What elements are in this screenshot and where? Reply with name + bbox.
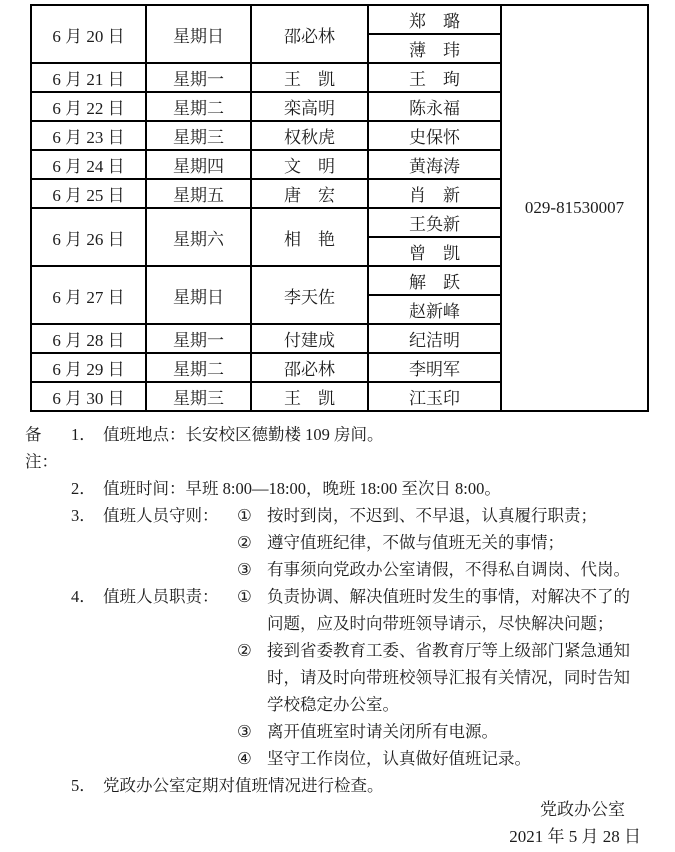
weekday-cell: 星期日 xyxy=(146,266,251,324)
note-text: 值班时间：早班 8:00—18:00，晚班 18:00 至次日 8:00。 xyxy=(103,479,501,498)
staff-cell: 肖 新 xyxy=(368,179,501,208)
note-number: 1． xyxy=(71,425,96,444)
date-cell: 6 月 30 日 xyxy=(31,382,146,411)
date-cell: 6 月 21 日 xyxy=(31,63,146,92)
staff-cell: 陈永福 xyxy=(368,92,501,121)
date-cell: 6 月 28 日 xyxy=(31,324,146,353)
sub-item-list xyxy=(237,583,635,772)
date-cell: 6 月 23 日 xyxy=(31,121,146,150)
sub-item-mark: ② xyxy=(237,641,252,660)
staff-cell: 纪洁明 xyxy=(368,324,501,353)
note-number: 4． xyxy=(71,587,96,606)
note-item-3 xyxy=(25,502,670,583)
weekday-cell: 星期日 xyxy=(146,5,251,63)
weekday-cell: 星期五 xyxy=(146,179,251,208)
note-text: 值班地点：长安校区德勤楼 109 房间。 xyxy=(103,425,384,444)
sub-item xyxy=(237,502,635,529)
staff-cell: 李明军 xyxy=(368,353,501,382)
weekday-cell: 星期四 xyxy=(146,150,251,179)
staff-cell: 赵新峰 xyxy=(368,295,501,324)
leader-cell: 文 明 xyxy=(251,150,368,179)
sub-item xyxy=(237,529,635,556)
sub-item xyxy=(237,637,635,718)
sub-item xyxy=(237,583,635,637)
sub-item-mark: ③ xyxy=(237,560,252,579)
sub-item-text: 离开值班室时请关闭所有电源。 xyxy=(267,722,498,741)
staff-cell: 史保怀 xyxy=(368,121,501,150)
sub-item-text: 坚守工作岗位，认真做好值班记录。 xyxy=(267,749,531,768)
sub-item-mark: ③ xyxy=(237,722,252,741)
sub-item-mark: ① xyxy=(237,587,252,606)
leader-cell: 相 艳 xyxy=(251,208,368,266)
date-cell: 6 月 27 日 xyxy=(31,266,146,324)
leader-cell: 栾高明 xyxy=(251,92,368,121)
sub-item xyxy=(237,718,635,745)
notes-section xyxy=(25,421,670,799)
note-item-2 xyxy=(25,475,670,502)
leader-cell: 李天佐 xyxy=(251,266,368,324)
leader-cell: 王 凯 xyxy=(251,382,368,411)
staff-cell: 黄海涛 xyxy=(368,150,501,179)
sub-item-text: 遵守值班纪律，不做与值班无关的事情； xyxy=(267,533,564,552)
note-text: 党政办公室定期对值班情况进行检查。 xyxy=(103,776,384,795)
date-cell: 6 月 29 日 xyxy=(31,353,146,382)
date-cell: 6 月 26 日 xyxy=(31,208,146,266)
note-label: 值班人员职责： xyxy=(103,587,219,606)
note-number: 5． xyxy=(71,776,96,795)
table-row xyxy=(31,5,648,34)
staff-cell: 郑 璐 xyxy=(368,5,501,34)
note-label: 值班人员守则： xyxy=(103,506,219,525)
note-number: 3． xyxy=(71,506,96,525)
notes-label: 备注： xyxy=(25,425,58,471)
weekday-cell: 星期一 xyxy=(146,324,251,353)
leader-cell: 邵必林 xyxy=(251,5,368,63)
date-cell: 6 月 20 日 xyxy=(31,5,146,63)
date-cell: 6 月 22 日 xyxy=(31,92,146,121)
note-number: 2． xyxy=(71,479,96,498)
staff-cell: 解 跃 xyxy=(368,266,501,295)
leader-cell: 权秋虎 xyxy=(251,121,368,150)
phone-cell: 029-81530007 xyxy=(501,5,648,411)
staff-cell: 薄 玮 xyxy=(368,34,501,63)
staff-cell: 江玉印 xyxy=(368,382,501,411)
weekday-cell: 星期二 xyxy=(146,353,251,382)
leader-cell: 王 凯 xyxy=(251,63,368,92)
leader-cell: 邵必林 xyxy=(251,353,368,382)
sub-item xyxy=(237,745,635,772)
signature-date: 2021 年 5 月 28 日 xyxy=(509,827,641,846)
note-item-4 xyxy=(25,583,670,772)
weekday-cell: 星期三 xyxy=(146,121,251,150)
sub-item xyxy=(237,556,635,583)
weekday-cell: 星期二 xyxy=(146,92,251,121)
sub-item-text: 有事须向党政办公室请假，不得私自调岗、代岗。 xyxy=(267,560,630,579)
weekday-cell: 星期一 xyxy=(146,63,251,92)
sub-item-mark: ④ xyxy=(237,749,252,768)
duty-schedule-table xyxy=(30,4,649,412)
weekday-cell: 星期六 xyxy=(146,208,251,266)
staff-cell: 曾 凯 xyxy=(368,237,501,266)
staff-cell: 王奂新 xyxy=(368,208,501,237)
note-item-1 xyxy=(25,421,670,475)
leader-cell: 唐 宏 xyxy=(251,179,368,208)
sub-item-mark: ① xyxy=(237,506,252,525)
staff-cell: 王 珣 xyxy=(368,63,501,92)
signature-org: 党政办公室 xyxy=(540,800,625,819)
sub-item-text: 接到省委教育工委、省教育厅等上级部门紧急通知时，请及时向带班校领导汇报有关情况，同时告知学校稳定办公室。 xyxy=(267,641,630,714)
sub-item-list xyxy=(237,502,635,583)
sub-item-text: 按时到岗，不迟到、不早退，认真履行职责； xyxy=(267,506,597,525)
date-cell: 6 月 24 日 xyxy=(31,150,146,179)
leader-cell: 付建成 xyxy=(251,324,368,353)
sub-item-text: 负责协调、解决值班时发生的事情，对解决不了的问题，应及时向带班领导请示，尽快解决问题； xyxy=(267,587,630,633)
weekday-cell: 星期三 xyxy=(146,382,251,411)
date-cell: 6 月 25 日 xyxy=(31,179,146,208)
sub-item-mark: ② xyxy=(237,533,252,552)
